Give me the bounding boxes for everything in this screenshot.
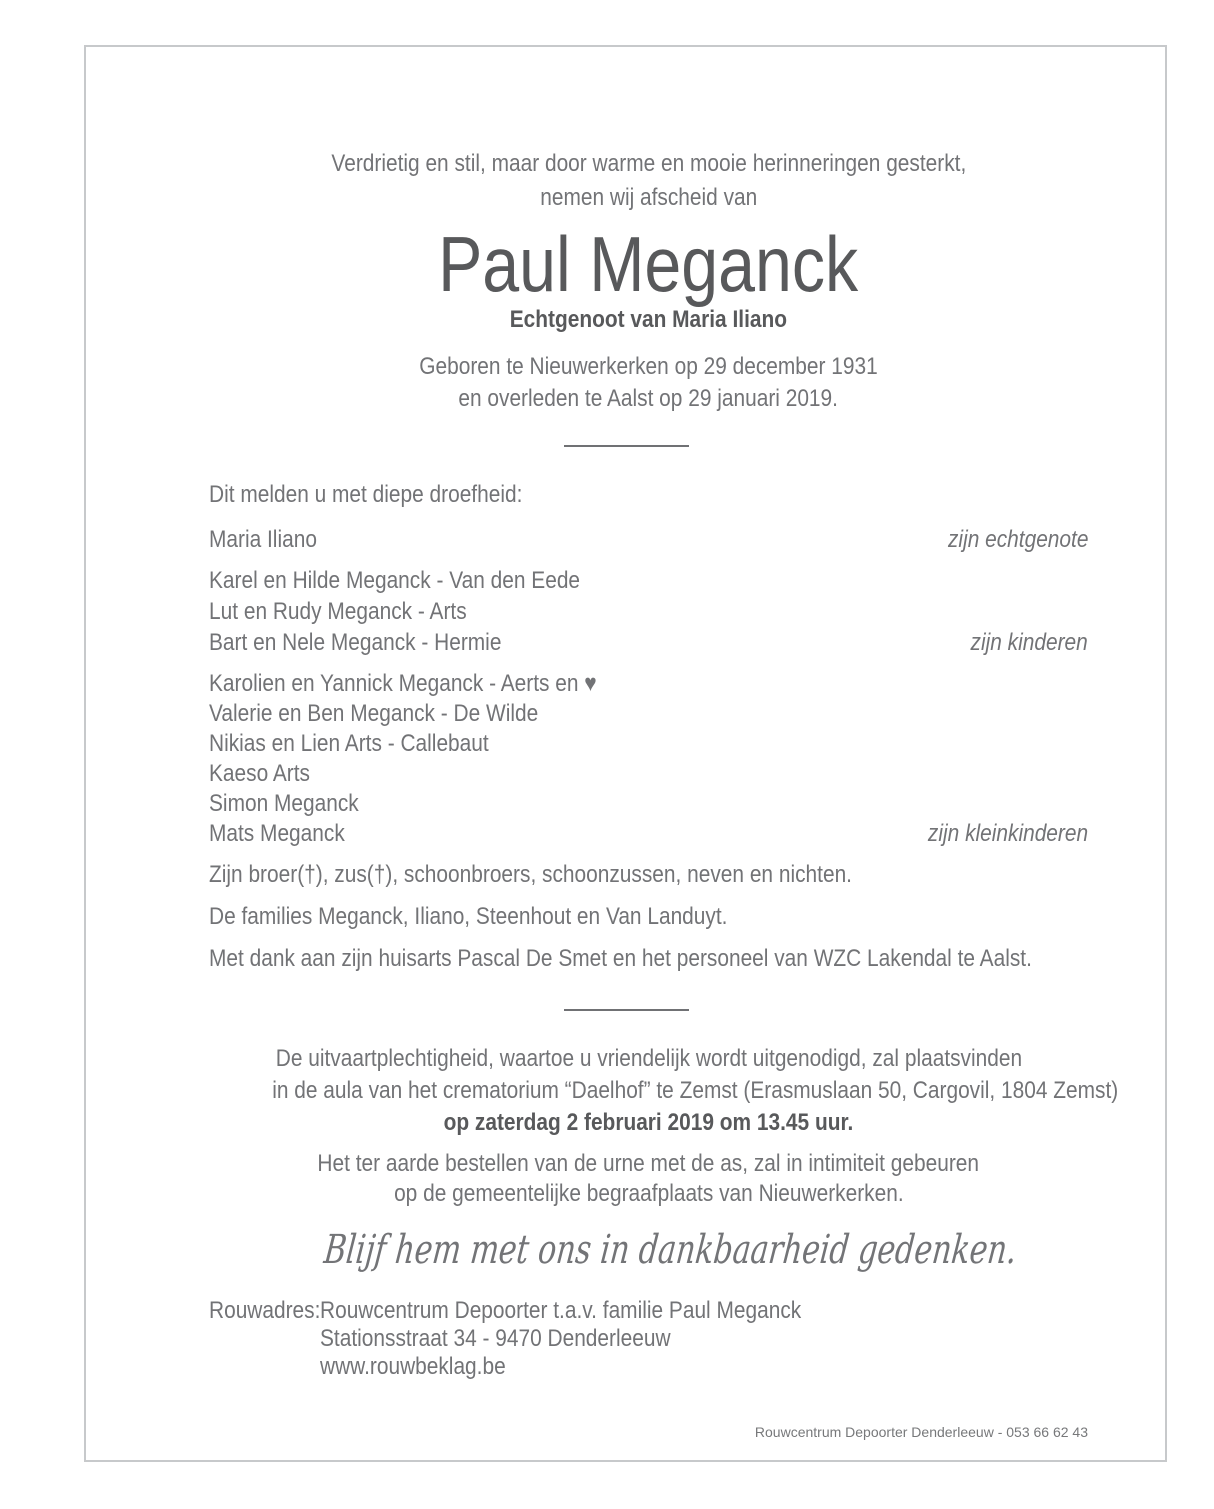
grandchild-name: Simon Meganck [209,790,359,817]
intro-line-1: Verdrietig en stil, maar door warme en mooie herinneringen gesterkt, [331,150,966,177]
grandchild-name: Karolien en Yannick Meganck - Aerts en ♥ [209,670,597,697]
announcement-intro: Dit melden u met diepe droefheid: [209,481,523,508]
ceremony-line-2: in de aula van het crematorium “Daelhof” te Zemst (Erasmuslaan 50, Cargovil, 1804 Zemst) [272,1077,1119,1104]
intro-text [209,147,1088,215]
thanks-line-block [209,944,1088,974]
grandchild-row [209,819,1088,849]
grandchildren-section [209,669,1088,849]
spouse-name: Maria Iliano [209,526,317,553]
spouse-section [209,525,1088,555]
child-name: Bart en Nele Meganck - Hermie [209,629,502,656]
intro-line-2: nemen wij afscheid van [539,184,758,211]
child-name: Karel en Hilde Meganck - Van den Eede [209,567,581,594]
burial-line-2: op de gemeentelijke begraafplaats van Nieuwerkerken. [393,1180,904,1207]
ceremony-datetime-line: op zaterdag 2 februari 2019 om 13.45 uur. [443,1109,854,1136]
spouse-relation-label: zijn echtgenote [947,526,1088,553]
death-line: en overleden te Aalst op 29 januari 2019. [458,385,839,412]
children-section [209,565,1088,658]
burial-section [209,1149,1088,1209]
relatives-line: Zijn broer(†), zus(†), schoonbroers, schoonzussen, neven en nichten. [209,861,852,888]
families-line: De families Meganck, Iliano, Steenhout en Van Landuyt. [209,903,728,930]
footer-contact-block [209,1422,1088,1442]
ceremony-section [209,1043,1119,1139]
child-row [209,596,1088,627]
grandchild-row [209,759,1088,789]
grandchild-name: Nikias en Lien Arts - Callebaut [209,730,489,757]
thanks-line: Met dank aan zijn huisarts Pascal De Smet en het personeel van WZC Lakendal te Aalst. [209,945,1032,972]
grandchild-name: Mats Meganck [209,820,345,847]
grandchild-name: Kaeso Arts [209,760,310,787]
children-relation-label: zijn kinderen [970,629,1088,656]
birth-line: Geboren te Nieuwerkerken op 29 december 1931 [419,353,878,380]
grandchild-row [209,789,1088,819]
burial-line-1: Het ter aarde bestellen van de urne met de as, zal in intimiteit gebeuren [317,1150,980,1177]
child-row [209,627,1088,658]
families-line-block [209,902,1088,932]
deceased-name: Paul Meganck [438,220,859,308]
mourning-address-line-1: Rouwcentrum Depoorter t.a.v. familie Paul Meganck [320,1297,802,1324]
mourning-address-label: Rouwadres: [209,1297,321,1324]
spouse-row [209,525,1088,555]
relatives-line-block [209,860,1088,890]
mourning-address-website: www.rouwbeklag.be [320,1353,506,1380]
child-name: Lut en Rudy Meganck - Arts [209,598,467,625]
announcement-intro-block [209,480,1088,510]
grandchild-row [209,699,1088,729]
child-row [209,565,1088,596]
life-dates [209,351,1088,415]
motto-block [209,1226,1088,1280]
grandchild-row [209,729,1088,759]
grandchild-name: Valerie en Ben Meganck - De Wilde [209,700,539,727]
mourning-address-section [209,1297,1088,1381]
obituary-card [84,45,1167,1462]
relation-subtitle: Echtgenoot van Maria Iliano [509,306,788,333]
motto-line: Blijf hem met ons in dankbaarheid gedenken. [321,1227,1019,1273]
ceremony-line-1: De uitvaartplechtigheid, waartoe u vriendelijk wordt uitgenodigd, zal plaatsvinden [275,1045,1022,1072]
mourning-address-lines [320,1297,873,1381]
section-divider-bottom [564,1009,689,1011]
footer-contact-line: Rouwcentrum Depoorter Denderleeuw - 053 66 62 43 [754,1424,1088,1440]
section-divider-top [564,445,689,447]
mourning-address-line-2: Stationsstraat 34 - 9470 Denderleeuw [320,1325,671,1352]
grandchildren-relation-label: zijn kleinkinderen [927,820,1088,847]
grandchild-row [209,669,1088,699]
relation-subtitle-block [209,305,1088,335]
